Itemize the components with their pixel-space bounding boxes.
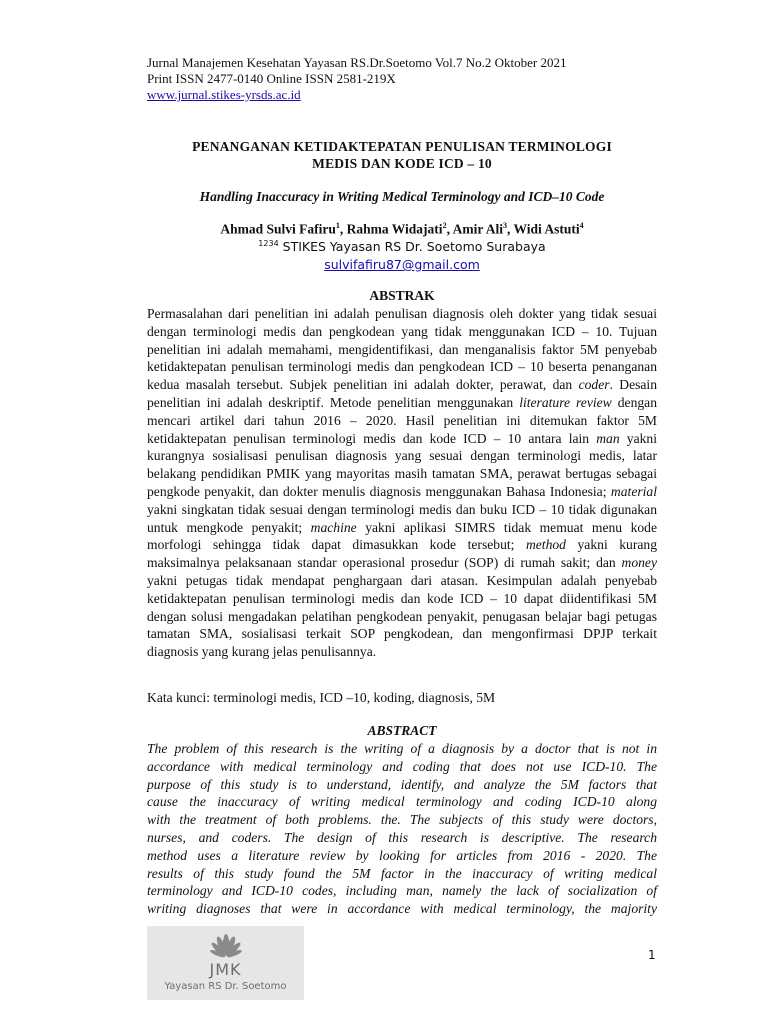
english-title: Handling Inaccuracy in Writing Medical Terminology and ICD–10 Code (199, 189, 605, 204)
abstract-line: accordance with medical terminology and coding that does not use ICD-10. The (147, 758, 657, 774)
logo-subtitle: Yayasan RS Dr. Soetomo (164, 981, 287, 992)
text-segment: Permasalahan dari penelitian ini adalah penulisan diagnosis oleh dokter yang tidak sesuai dengan terminologi medis dan pengkodean yang tidak menggunakan ICD – 10. Tujuan penelitian ini adalah memahami, mengidentifikasi, dan menganalisis faktor 5M penyebab ketidaktepatan penulisan terminologi medis dan pengkodean ICD – 10 beserta penanganan kedua masalah tersebut. Subjek penelitian ini adalah dokter, perawat, dan (147, 306, 657, 393)
text-segment: . Desain penelitian ini adalah deskriptif. Metode penelitian menggunakan (147, 377, 658, 410)
lotus-icon (201, 931, 251, 961)
italic-term: material (610, 483, 657, 499)
abstract-body (147, 740, 657, 918)
page-number: 1 (648, 948, 656, 962)
paper-title-line-1: PENANGANAN KETIDAKTEPATAN PENULISAN TERMINOLOGI (192, 139, 612, 154)
affiliation (147, 239, 657, 254)
author-sup: 1 (335, 221, 340, 230)
author-name: Ahmad Sulvi Fafiru (220, 221, 336, 237)
author-name: Widi Astuti (513, 221, 580, 237)
abstract-heading: ABSTRACT (367, 723, 437, 738)
author-sup: 3 (502, 221, 507, 230)
abstract-line: results of this study found the 5M factor in the inaccuracy of writing medical (147, 865, 657, 881)
author-name: Amir Ali (452, 221, 503, 237)
jmk-logo (147, 926, 304, 1000)
paper-title (147, 138, 657, 172)
italic-term: coder (578, 377, 610, 393)
author-email (147, 257, 657, 272)
journal-title-line: Jurnal Manajemen Kesehatan Yayasan RS.Dr.Soetomo Vol.7 No.2 Oktober 2021 (147, 55, 567, 70)
abstract-line: nurses, and coders. The design of this research is descriptive. The research (147, 829, 657, 845)
text-segment: yakni singkatan tidak sesuai dengan terminologi medis dan buku ICD – 10 tidak digunakan untuk mengkode penyakit; (147, 501, 657, 535)
italic-term: literature review (519, 394, 612, 410)
text-segment: yakni aplikasi SIMRS tidak memuat menu kode morfologi sehingga tidak dapat dimasukkan kode tersebut; (147, 519, 657, 553)
italic-term: method (525, 537, 566, 553)
abstract-line: purpose of this study is to understand, identify, and analyze the 5M factors that (147, 776, 657, 792)
italic-term: machine (310, 519, 357, 535)
author-list: Ahmad Sulvi Fafiru$^1$, Rahma Widajati$^2$, Amir Ali$^3$, Widi Astuti$^4$ (220, 221, 584, 237)
journal-url-link[interactable]: www.jurnal.stikes-yrsds.ac.id (147, 87, 301, 102)
abstract-line: cause the inaccuracy of writing medical terminology and coding ICD-10 along (147, 794, 657, 810)
abstrak-heading: ABSTRAK (369, 288, 435, 303)
text-segment: yakni petugas tidak mendapat penghargaan dari atasan. Kesimpulan adalah penyebab ketidaktepatan penulisan terminologi medis dan kode ICD – 10 dapat diidentifikasi 5M dengan solusi mengadakan pelatihan pengkodean penyakit, penugasan belajar bagi petugas tamatan SMA, sosialisasi terkait SOP pengkodean, dan mengonfirmasi DPJP terkait diagnosis yang kurang jelas penulisannya. (147, 572, 657, 660)
text-segment: dengan mencari artikel dari tahun 2016 – 2020. Hasil penelitian ini ditemukan faktor 5M ketidaktepatan penulisan terminologi medis dan kode ICD – 10 antara lain (147, 394, 657, 446)
journal-header (147, 55, 627, 103)
keywords: Kata kunci: terminologi medis, ICD –10, koding, diagnosis, 5M (147, 690, 496, 705)
author-name: Rahma Widajati (346, 221, 443, 237)
italic-term: money (621, 555, 657, 571)
abstrak-body (147, 305, 657, 661)
email-link[interactable]: sulvifafiru87@gmail.com (324, 257, 480, 272)
abstract-line: The problem of this research is the writing of a diagnosis by a doctor that is not in (147, 741, 657, 756)
affiliation-sup: 1234 (258, 239, 279, 248)
italic-term: man (596, 430, 620, 446)
text-segment: yakni kurangnya sosialisasi penulisan diagnosis yang sesuai dengan terminologi medis, latar belakang pendidikan PMIK yang mayoritas masih tamatan SMA, perawat bertugas sebagai pengkode penyakit, dan dokter menulis diagnosis menggunakan Bahasa Indonesia; (147, 430, 657, 499)
logo-text: JMK (209, 960, 242, 979)
affiliation-text: STIKES Yayasan RS Dr. Soetomo Surabaya (278, 239, 546, 255)
paper-title-line-2: MEDIS DAN KODE ICD – 10 (312, 156, 492, 171)
text-segment: yakni kurang maksimalnya pelaksanaan standar operasional prosedur (SOP) di rumah sakit; dan (147, 537, 657, 571)
abstract-line: writing diagnoses that were in accordance with medical terminology, the majority (147, 901, 657, 917)
abstract-line: terminology and ICD-10 codes, including man, namely the lack of socialization of (147, 883, 657, 899)
author-sup: 4 (579, 221, 584, 230)
abstract-line: method uses a literature review by looking for articles from 2016 - 2020. The (147, 847, 657, 863)
author-sup: 2 (442, 221, 447, 230)
abstract-line: with the treatment of both problems. the. The subjects of this study were doctors, (147, 812, 657, 828)
issn-line: Print ISSN 2477-0140 Online ISSN 2581-219X (147, 71, 396, 86)
